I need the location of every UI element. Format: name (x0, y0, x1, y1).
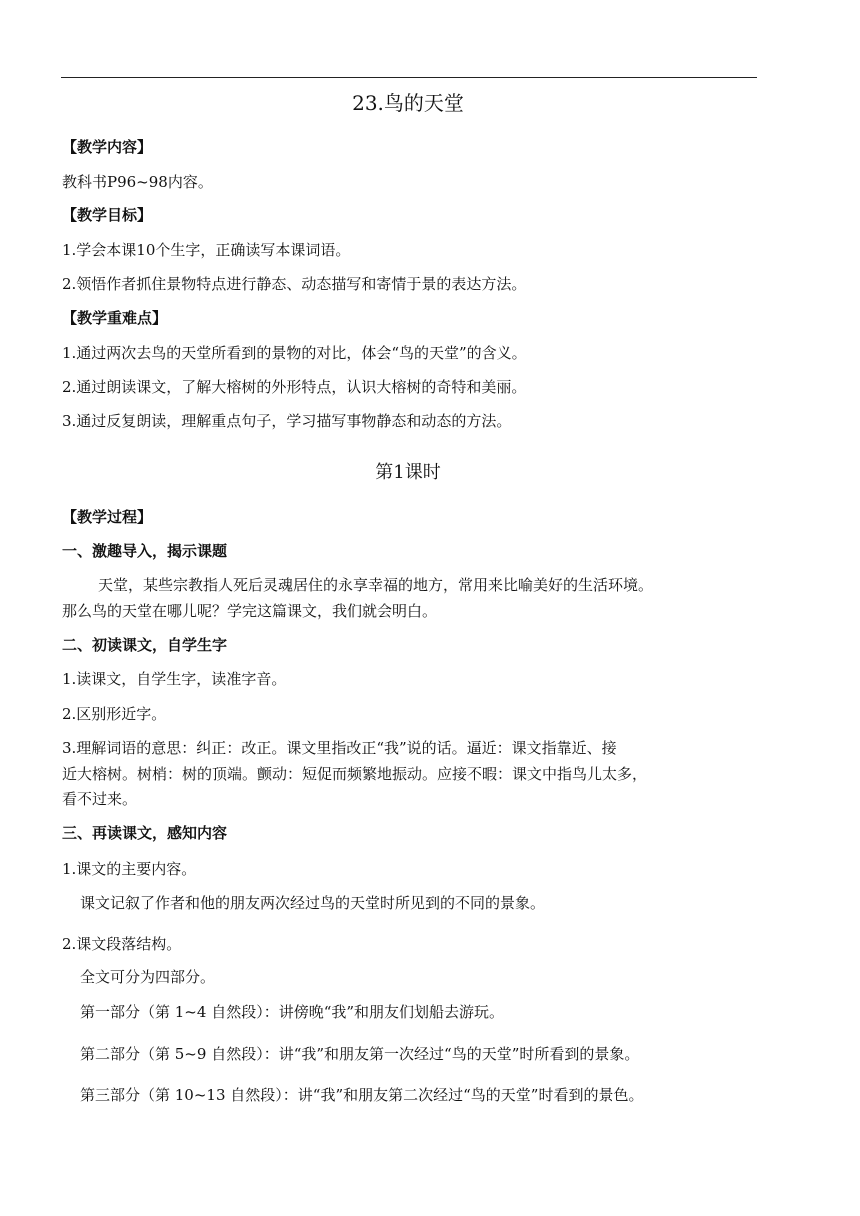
difficulty-item: 1.通过两次去鸟的天堂所看到的景物的对比，体会“鸟的天堂”的含义。 (62, 344, 527, 362)
paragraph-line: 第一部分（第 1~4 自然段）：讲傍晚“我”和朋友们划船去游玩。 (80, 1003, 505, 1021)
paragraph-line: 看不过来。 (62, 790, 138, 808)
paragraph-line: 第三部分（第 10~13 自然段）：讲“我”和朋友第二次经过“鸟的天堂”时看到的景色。 (80, 1086, 644, 1104)
section-heading-content: 【教学内容】 (62, 138, 153, 156)
difficulty-item: 3.通过反复朗读，理解重点句子，学习描写事物静态和动态的方法。 (62, 412, 512, 430)
paragraph-line: 天堂，某些宗教指人死后灵魂居住的永享幸福的地方，常用来比喻美好的生活环境。 (98, 576, 654, 594)
paragraph-line: 课文记叙了作者和他的朋友两次经过鸟的天堂时所见到的不同的景象。 (80, 894, 546, 912)
lesson-title: 第1课时 (375, 462, 441, 483)
list-item: 2.课文段落结构。 (62, 935, 182, 953)
part3-heading: 三、再读课文，感知内容 (62, 824, 228, 842)
section-heading-difficulties: 【教学重难点】 (62, 309, 168, 327)
paragraph-line: 近大榕树。树梢：树的顶端。颤动：短促而频繁地振动。应接不暇：课文中指鸟儿太多， (62, 765, 648, 783)
paragraph-line: 那么鸟的天堂在哪儿呢？学完这篇课文，我们就会明白。 (62, 602, 438, 620)
paragraph-line: 第二部分（第 5~9 自然段）：讲“我”和朋友第一次经过“鸟的天堂”时所看到的景象。 (80, 1045, 640, 1063)
content-text: 教科书P96~98内容。 (62, 173, 213, 191)
paragraph-line: 全文可分为四部分。 (80, 968, 216, 986)
part2-heading: 二、初读课文，自学生字 (62, 636, 228, 654)
section-heading-goals: 【教学目标】 (62, 206, 153, 224)
paragraph-line: 3.理解词语的意思：纠正：改正。课文里指改正“我”说的话。逼近：课文指靠近、接 (62, 739, 617, 757)
list-item: 1.读课文，自学生字，读准字音。 (62, 670, 287, 688)
list-item: 1.课文的主要内容。 (62, 860, 197, 878)
goal-item: 1.学会本课10个生字，正确读写本课词语。 (62, 241, 351, 259)
goal-item: 2.领悟作者抓住景物特点进行静态、动态描写和寄情于景的表达方法。 (62, 275, 527, 293)
list-item: 2.区别形近字。 (62, 705, 167, 723)
part1-heading: 一、激趣导入，揭示课题 (62, 542, 228, 560)
section-heading-process: 【教学过程】 (62, 508, 153, 526)
header-rule (61, 77, 757, 78)
difficulty-item: 2.通过朗读课文，了解大榕树的外形特点，认识大榕树的奇特和美丽。 (62, 378, 527, 396)
document-title: 23.鸟的天堂 (352, 91, 464, 115)
